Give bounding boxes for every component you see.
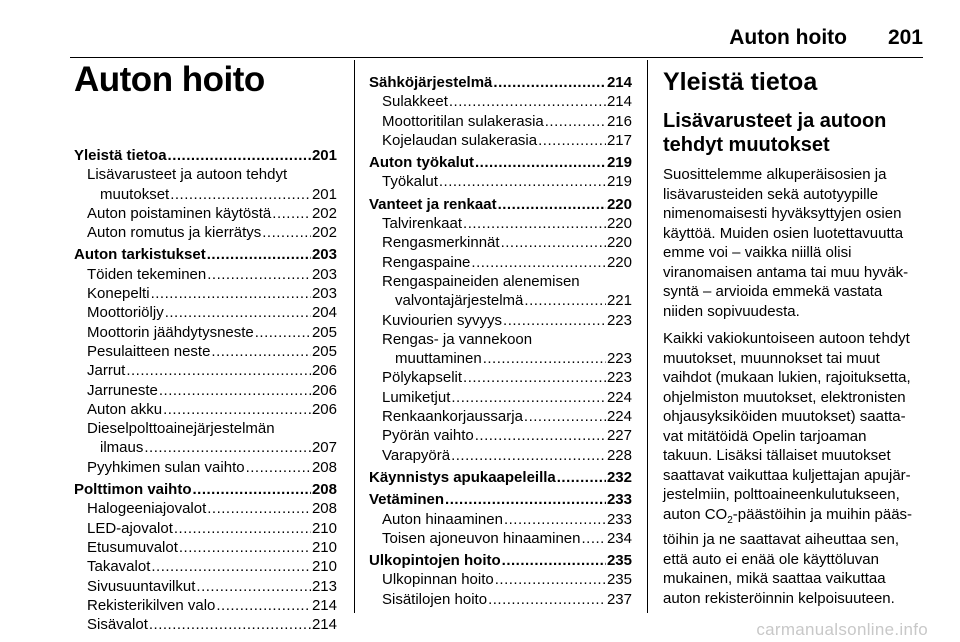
toc-dot-leader <box>174 519 311 538</box>
toc-entry[interactable] <box>369 311 632 330</box>
toc-page-number: 235 <box>606 571 632 589</box>
toc-entry-label: Auton poistaminen käytöstä <box>87 204 272 222</box>
subsection-title <box>663 109 933 157</box>
toc-entry[interactable] <box>369 172 632 191</box>
paragraph-line: takuun. Lisäksi tällaiset muutokset <box>663 447 891 464</box>
toc-entry[interactable] <box>74 204 337 223</box>
toc-dot-leader <box>451 446 606 465</box>
toc-entry-label: Auton tarkistukset <box>74 246 206 264</box>
toc-entry-label: ilmaus <box>100 439 144 457</box>
paragraph-line: mukainen, mikä saattaa vaikuttaa <box>663 570 886 587</box>
paragraph-line: Suosittelemme alkuperäisosien ja <box>663 166 887 183</box>
toc-entry-label: LED-ajovalot <box>87 519 173 537</box>
toc-page-number: 214 <box>606 74 632 91</box>
toc-entry-label: Polttimon vaihto <box>74 481 192 499</box>
toc-dot-leader <box>439 172 606 191</box>
toc-page-number: 207 <box>311 439 337 457</box>
toc-dot-leader <box>193 480 311 499</box>
toc-entry[interactable] <box>74 438 337 457</box>
column-divider-2 <box>647 60 648 613</box>
toc-dot-leader <box>449 92 606 111</box>
toc-entry-label: Rengasmerkinnät <box>382 234 500 252</box>
toc-entry[interactable] <box>369 349 632 368</box>
toc-page-number: 221 <box>606 292 632 310</box>
toc-dot-leader <box>502 551 606 570</box>
toc-dot-leader <box>501 233 606 252</box>
toc-dot-leader <box>216 596 311 615</box>
paragraph-2 <box>663 329 933 608</box>
toc-entry-label: Sähköjärjestelmä <box>369 74 493 91</box>
toc-page-number: 213 <box>311 577 337 595</box>
toc-entry[interactable] <box>74 577 337 596</box>
toc-dot-leader <box>168 146 311 165</box>
toc-dot-leader <box>463 214 606 233</box>
toc-entry[interactable] <box>74 342 337 361</box>
paragraph-line: ohjausyksiköiden muutokset) saatta- <box>663 408 906 425</box>
toc-entry-label: Talvirenkaat <box>382 215 463 233</box>
toc-page-number: 219 <box>606 154 632 172</box>
toc-entry-label[interactable]: Dieselpolttoainejärjestelmän <box>87 420 275 438</box>
toc-page-number: 223 <box>606 311 632 329</box>
toc-dot-leader <box>557 468 606 487</box>
watermark: carmanualsonline.info <box>756 620 928 639</box>
toc-entry[interactable] <box>369 291 632 310</box>
toc-entry[interactable] <box>74 400 337 419</box>
toc-entry-label: Etusumuvalot <box>87 538 178 556</box>
toc-page-number: 233 <box>606 491 632 509</box>
toc-entry[interactable] <box>369 233 632 252</box>
toc-section[interactable] <box>369 490 632 509</box>
toc-column-1 <box>74 143 337 634</box>
toc-entry-label: Auton hinaaminen <box>382 510 503 528</box>
toc-page-number: 201 <box>311 185 337 203</box>
paragraph-line: jestelmiin, polttoaineenkulutukseen, <box>663 486 900 503</box>
paragraph-line: käyttöä. Muiden osien luotettavuutta <box>663 224 904 242</box>
toc-entry-label: Auton romutus ja kierrätys <box>87 224 262 242</box>
toc-page-number: 219 <box>606 173 632 191</box>
toc-page-number: 210 <box>311 519 337 537</box>
toc-entry-label: Pesulaitteen neste <box>87 342 211 360</box>
paragraph-line: että auto ei enää ole käyttöluvan <box>663 550 879 568</box>
toc-entry-label: Yleistä tietoa <box>74 147 167 164</box>
toc-entry[interactable] <box>369 510 632 529</box>
paragraph-line: vaihdot (mukaan lukien, rajoituksetta, <box>663 369 911 386</box>
toc-entry-label: muuttaminen <box>395 350 482 368</box>
co2-subscript: 2 <box>727 514 733 526</box>
toc-dot-leader <box>488 590 606 609</box>
toc-dot-leader <box>504 510 606 529</box>
toc-entry-label: Auton työkalut <box>369 154 474 172</box>
toc-entry-label: Takavalot <box>87 558 151 576</box>
toc-entry[interactable] <box>74 458 337 477</box>
toc-entry-label: Auton akku <box>87 400 163 418</box>
toc-section[interactable] <box>369 153 632 172</box>
toc-dot-leader <box>445 490 606 509</box>
toc-section[interactable] <box>74 480 337 499</box>
toc-dot-leader <box>524 407 606 426</box>
paragraph-line: emme voi – vaikka niillä olisi <box>663 244 852 261</box>
toc-page-number: 224 <box>606 408 632 426</box>
toc-entry-label: Rengaspaine <box>382 253 471 271</box>
toc-dot-leader <box>165 303 311 322</box>
toc-entry[interactable] <box>369 426 632 445</box>
toc-dot-leader <box>503 311 606 330</box>
toc-entry-label: Moottoriöljy <box>87 304 164 322</box>
toc-entry-label: Rekisterikilven valo <box>87 596 216 614</box>
toc-page-number: 206 <box>311 362 337 380</box>
toc-dot-leader <box>179 538 311 557</box>
toc-entry-label: Pyörän vaihto <box>382 427 474 445</box>
toc-section[interactable] <box>369 73 632 92</box>
toc-page-number: 233 <box>606 510 632 528</box>
paragraph-line: auton rekisteröinnin kelpoisuuteen. <box>663 589 895 607</box>
toc-entry-label: Ulkopinnan hoito <box>382 571 494 589</box>
toc-entry[interactable] <box>369 253 632 272</box>
toc-entry-label[interactable]: Lisävarusteet ja autoon tehdyt <box>87 166 288 184</box>
toc-entry[interactable] <box>369 570 632 589</box>
paragraph-line: vat mitätöidä Opelin tarjoaman <box>663 427 867 445</box>
toc-entry-label: Sulakkeet <box>382 93 448 111</box>
toc-page-number: 203 <box>311 285 337 303</box>
toc-page-number: 205 <box>311 342 337 360</box>
toc-entry-label: Ulkopintojen hoito <box>369 552 501 570</box>
toc-page-number: 216 <box>606 112 632 130</box>
toc-entry[interactable] <box>369 131 632 150</box>
toc-section[interactable] <box>74 245 337 264</box>
toc-dot-leader <box>149 615 311 634</box>
toc-dot-leader <box>581 529 605 548</box>
toc-page-number: 206 <box>311 400 337 418</box>
toc-entry-label: Kojelaudan sulakerasia <box>382 131 538 149</box>
toc-dot-leader <box>255 323 311 342</box>
toc-entry[interactable] <box>74 284 337 303</box>
toc-column-2 <box>369 70 632 609</box>
toc-page-number: 220 <box>606 253 632 271</box>
paragraph-line: niiden sopivuudesta. <box>663 302 800 320</box>
toc-page-number: 208 <box>311 500 337 518</box>
toc-dot-leader <box>475 426 606 445</box>
toc-entry-label: Pyyhkimen sulan vaihto <box>87 458 245 476</box>
toc-page-number: 201 <box>311 147 337 164</box>
toc-entry-label: Sivusuuntavilkut <box>87 577 196 595</box>
toc-page-number: 204 <box>311 304 337 322</box>
toc-page-number: 220 <box>606 195 632 213</box>
toc-entry[interactable] <box>74 596 337 615</box>
toc-dot-leader <box>524 291 606 310</box>
paragraph-1 <box>663 165 933 321</box>
toc-section[interactable] <box>74 146 337 165</box>
toc-dot-leader <box>170 185 311 204</box>
co2-text-after: -päästöihin ja muihin pääs- <box>732 505 913 523</box>
toc-entry[interactable] <box>369 92 632 111</box>
toc-page-number: 214 <box>311 596 337 614</box>
subsection-title-line: Lisävarusteet ja autoon <box>663 110 887 132</box>
toc-page-number: 235 <box>606 552 632 570</box>
toc-page-number: 205 <box>311 323 337 341</box>
toc-dot-leader <box>207 265 311 284</box>
toc-entry[interactable] <box>74 323 337 342</box>
page-header <box>70 0 923 58</box>
toc-entry[interactable] <box>74 185 337 204</box>
toc-dot-leader <box>126 361 311 380</box>
toc-entry[interactable] <box>369 112 632 131</box>
toc-dot-leader <box>483 349 606 368</box>
toc-entry[interactable] <box>369 446 632 465</box>
toc-page-number: 220 <box>606 234 632 252</box>
toc-entry[interactable] <box>74 557 337 576</box>
toc-entry-label: Lumiketjut <box>382 388 451 406</box>
toc-entry-label[interactable]: Rengaspaineiden alenemisen <box>382 272 580 290</box>
paragraph-line: ohjelmiston muutokset, elektronisten <box>663 388 906 406</box>
toc-dot-leader <box>545 112 606 131</box>
toc-entry[interactable] <box>369 529 632 548</box>
toc-dot-leader <box>211 342 311 361</box>
toc-entry[interactable] <box>74 223 337 242</box>
toc-dot-leader <box>207 245 311 264</box>
paragraph-line: muutokset, muunnokset tai muut <box>663 349 880 367</box>
toc-entry[interactable] <box>74 519 337 538</box>
toc-page-number: 220 <box>606 215 632 233</box>
paragraph-line: syntä – arvioida emmekä vastata <box>663 283 883 300</box>
toc-dot-leader <box>272 204 311 223</box>
toc-page-number: 224 <box>606 388 632 406</box>
toc-dot-leader <box>246 458 311 477</box>
toc-section[interactable] <box>369 195 632 214</box>
toc-entry-label: Jarruneste <box>87 381 158 399</box>
toc-entry[interactable] <box>74 499 337 518</box>
toc-entry[interactable] <box>369 590 632 609</box>
toc-dot-leader <box>495 570 606 589</box>
toc-dot-leader <box>451 388 606 407</box>
toc-entry-label: Moottoritilan sulakerasia <box>382 112 544 130</box>
header-page-number: 201 <box>887 26 923 49</box>
toc-dot-leader <box>163 400 311 419</box>
column-divider-1 <box>354 60 355 613</box>
paragraph-line: viranomaisen antama tai muu hyväk- <box>663 263 909 281</box>
toc-entry-label: Renkaankorjaussarja <box>382 408 523 426</box>
toc-page-number: 210 <box>311 538 337 556</box>
toc-entry-label[interactable]: Rengas- ja vannekoon <box>382 330 533 348</box>
subsection-title-line: tehdyt muutokset <box>663 134 830 156</box>
paragraph-line: saattavat vaikuttaa kuljettajan apujär- <box>663 466 911 484</box>
toc-dot-leader <box>538 131 606 150</box>
toc-entry[interactable] <box>369 368 632 387</box>
toc-page-number: 210 <box>311 558 337 576</box>
toc-entry-label: Halogeeniajovalot <box>87 500 207 518</box>
toc-page-number: 223 <box>606 369 632 387</box>
paragraph-line: Kaikki vakiokuntoiseen autoon tehdyt <box>663 330 910 347</box>
toc-page-number: 203 <box>311 246 337 264</box>
toc-page-number: 206 <box>311 381 337 399</box>
toc-page-number: 202 <box>311 224 337 242</box>
co2-text: auton CO <box>663 505 728 523</box>
toc-entry[interactable] <box>74 265 337 284</box>
toc-dot-leader <box>463 368 606 387</box>
toc-entry-label: Toisen ajoneuvon hinaaminen <box>382 529 581 547</box>
toc-page-number: 232 <box>606 468 632 486</box>
toc-section[interactable] <box>369 551 632 570</box>
toc-entry-label: Sisätilojen hoito <box>382 590 488 608</box>
toc-dot-leader <box>471 253 606 272</box>
toc-entry-label: Vetäminen <box>369 491 445 509</box>
toc-page-number: 214 <box>606 93 632 111</box>
toc-page-number: 223 <box>606 350 632 368</box>
section-title: Yleistä tietoa <box>663 68 818 96</box>
toc-entry[interactable] <box>74 303 337 322</box>
toc-entry[interactable] <box>74 361 337 380</box>
toc-dot-leader <box>498 195 606 214</box>
toc-dot-leader <box>493 73 606 92</box>
toc-dot-leader <box>144 438 311 457</box>
toc-entry-label: Konepelti <box>87 285 150 303</box>
toc-entry-label: Työkalut <box>382 173 438 191</box>
toc-entry[interactable] <box>74 381 337 400</box>
toc-dot-leader <box>151 557 311 576</box>
toc-section[interactable] <box>369 468 632 487</box>
toc-page-number: 202 <box>311 204 337 222</box>
header-title: Auton hoito <box>729 26 847 49</box>
toc-entry[interactable] <box>369 214 632 233</box>
toc-dot-leader <box>475 153 606 172</box>
toc-dot-leader <box>151 284 311 303</box>
toc-page-number: 208 <box>311 481 337 499</box>
content-column <box>663 62 933 608</box>
toc-page-number: 237 <box>606 590 632 608</box>
toc-dot-leader <box>196 577 311 596</box>
toc-entry-label: Jarrut <box>87 362 126 380</box>
toc-entry-label: Moottorin jäähdytysneste <box>87 323 254 341</box>
toc-entry[interactable] <box>369 388 632 407</box>
toc-page-number: 234 <box>606 529 632 547</box>
toc-page-number: 203 <box>311 265 337 283</box>
toc-entry-label: Töiden tekeminen <box>87 265 207 283</box>
toc-entry-label: Sisävalot <box>87 616 148 634</box>
toc-page-number: 208 <box>311 458 337 476</box>
toc-page-number: 217 <box>606 131 632 149</box>
toc-page-number: 228 <box>606 446 632 464</box>
paragraph-line-co2 <box>663 505 933 531</box>
paragraph-line: lisävarusteiden sekä autotyypille <box>663 185 879 203</box>
paragraph-line: nimenomaisesti hyväksyttyjen osien <box>663 205 902 222</box>
toc-entry[interactable] <box>74 615 337 634</box>
toc-page-number: 227 <box>606 427 632 445</box>
toc-entry-label: muutokset <box>100 185 170 203</box>
toc-entry-label: valvontajärjestelmä <box>395 292 524 310</box>
toc-entry-label: Pölykapselit <box>382 369 463 387</box>
toc-entry-label: Kuviourien syvyys <box>382 311 503 329</box>
toc-entry-label: Vanteet ja renkaat <box>369 195 497 213</box>
paragraph-line: töihin ja ne saattavat aiheuttaa sen, <box>663 531 900 548</box>
toc-entry[interactable] <box>369 407 632 426</box>
toc-entry-label: Käynnistys apukaapeleilla <box>369 468 556 486</box>
page-title: Auton hoito <box>74 60 265 99</box>
toc-dot-leader <box>159 381 311 400</box>
toc-entry-label: Varapyörä <box>382 446 451 464</box>
toc-dot-leader <box>207 499 311 518</box>
toc-entry[interactable] <box>74 538 337 557</box>
toc-dot-leader <box>262 223 311 242</box>
toc-page-number: 214 <box>311 616 337 634</box>
